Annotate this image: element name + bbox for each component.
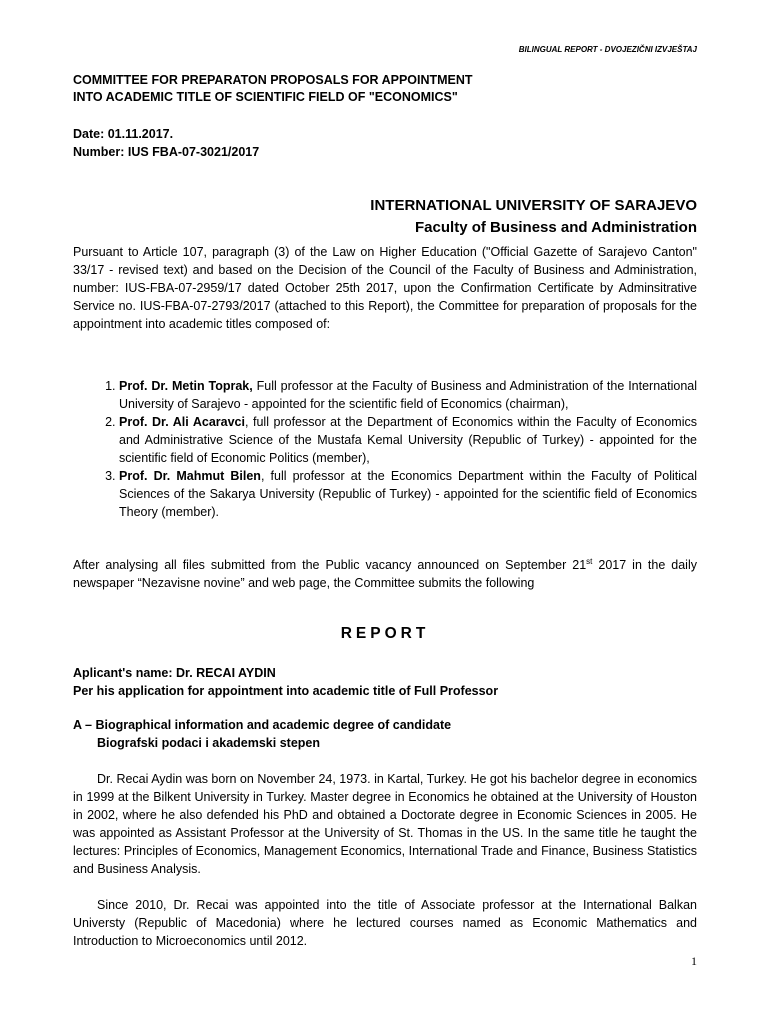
analysis-paragraph	[73, 556, 697, 592]
committee-member	[119, 413, 697, 467]
ordinal-suffix: st	[586, 556, 593, 566]
applicant-application: Per his application for appointment into academic title of Full Professor	[73, 684, 499, 698]
document-meta	[73, 125, 259, 161]
member-description: , full professor at the Department of Economics within the Faculty of Economics and Administrative Science of the Mustafa Kemal University (Republic of Turkey) - appointed for the scientific field of Economic Politics (member),	[119, 415, 697, 465]
committee-heading	[73, 72, 693, 106]
biography-paragraph-2: Since 2010, Dr. Recai was appointed into the title of Associate professor at the International Balkan Universty (Republic of Macedonia) where he lectured courses named as Economic Mathematics and Introduction to Microeconomics until 2012.	[73, 898, 697, 948]
page-number: 1	[691, 954, 697, 968]
member-description: Full professor at the Faculty of Business and Administration of the International University of Sarajevo - appointed for the scientific field of Economics (chairman),	[119, 379, 698, 411]
document-date: Date: 01.11.2017.	[73, 127, 174, 141]
section-a-subtitle: Biografski podaci i akademski stepen	[97, 736, 320, 750]
member-name: Prof. Dr. Ali Acaravci	[119, 415, 245, 429]
analysis-text-end: 2017 in the daily newspaper “Nezavisne novine” and web page, the Committee submits the following	[73, 558, 697, 590]
committee-heading-line-2: INTO ACADEMIC TITLE OF SCIENTIFIC FIELD OF "ECONOMICS"	[73, 90, 458, 104]
analysis-text-start: After analysing all files submitted from the Public vacancy announced on September 21	[73, 558, 587, 572]
document-number: Number: IUS FBA-07-3021/2017	[73, 145, 260, 159]
report-title: REPORT	[340, 625, 430, 642]
report-type-header: BILINGUAL REPORT - DVOJEZIČNI IZVJEŠTAJ	[518, 45, 697, 54]
committee-heading-line-1: COMMITTEE FOR PREPARATON PROPOSALS FOR APPOINTMENT	[73, 73, 473, 87]
faculty-name: Faculty of Business and Administration	[415, 219, 697, 236]
section-a-heading	[73, 716, 451, 752]
university-name: INTERNATIONAL UNIVERSITY OF SARAJEVO	[370, 197, 697, 214]
member-description: , full professor at the Economics Department within the Faculty of Political Sciences of the Sakarya University (Republic of Turkey) - appointed for the scientific field of Economics Theory (member).	[119, 469, 697, 519]
applicant-name: Aplicant's name: Dr. RECAI AYDIN	[73, 666, 276, 680]
intro-paragraph: Pursuant to Article 107, paragraph (3) of the Law on Higher Education ("Official Gazette of Sarajevo Canton" 33/17 - revised text) and based on the Decision of the Council of the Faculty of Business and Administration, number: IUS-FBA-07-2959/17 dated October 25th 2017, upon the Confirmation Certificate by Adminsitrative Service no. IUS-FBA-07-2793/2017 (attached to this Report), the Committee for preparation of proposals for the appointment into academic titles composed of:	[73, 245, 697, 331]
section-a-title: A – Biographical information and academic degree of candidate	[73, 718, 452, 732]
committee-members-list	[73, 377, 697, 521]
applicant-block	[73, 664, 498, 700]
institution-block	[370, 195, 697, 239]
biography-paragraph-1: Dr. Recai Aydin was born on November 24, 1973. in Kartal, Turkey. He got his bachelor degree in economics in 1999 at the Bilkent University in Turkey. Master degree in Economics he obtained at the University of Houston in 2002, where he also defended his PhD and obtained a Doctorate degree in Economic Sciences in 2005. He was appointed as Assistant Professor at the University of St. Thomas in the US. In the same title he taught the lectures: Principles of Economics, Management Economics, International Trade and Finance, Business Statistics and Business Analysis.	[73, 772, 697, 876]
committee-member	[119, 377, 697, 413]
committee-member	[119, 467, 697, 521]
member-name: Prof. Dr. Mahmut Bilen	[119, 469, 261, 483]
member-name: Prof. Dr. Metin Toprak,	[119, 379, 253, 393]
